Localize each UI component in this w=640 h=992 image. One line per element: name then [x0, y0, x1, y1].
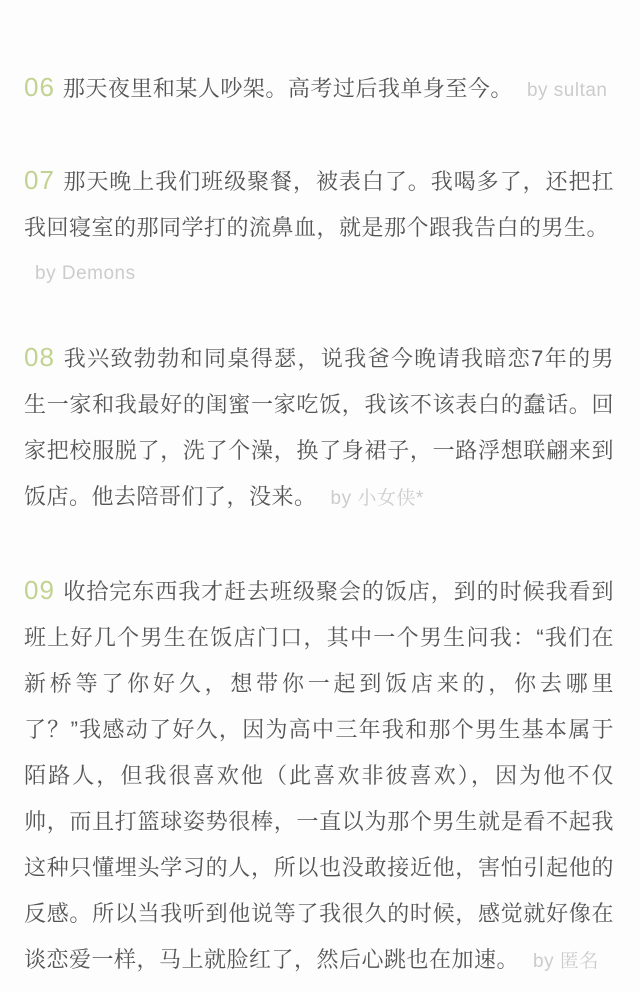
story-text: 我兴致勃勃和同桌得瑟，说我爸今晚请我暗恋7年的男生一家和我最好的闺蜜一家吃饭，我该不该表白的蠢话。回家把校服脱了，洗了个澡，换了身裙子，一路浮想联翩来到饭店。他去陪哥们了，没来。	[24, 346, 614, 509]
story-number: 09	[24, 575, 55, 605]
story-byline: by sultan	[526, 80, 608, 101]
story-text: 那天晚上我们班级聚餐，被表白了。我喝多了，还把扛我回寝室的那同学打的流鼻血，就是那个跟我告白的男生。	[24, 169, 614, 240]
story-byline: by Demons	[35, 263, 136, 284]
story-number: 07	[24, 165, 55, 195]
story-byline: by 匿名	[533, 951, 599, 972]
story-item	[24, 159, 614, 297]
story-item	[24, 66, 614, 114]
story-text: 收拾完东西我才赶去班级聚会的饭店，到的时候我看到班上好几个男生在饭店门口，其中一个男生问我：“我们在新桥等了你好久，想带你一起到饭店来的，你去哪里了？”我感动了好久，因为高中三年我和那个男生基本属于陌路人，但我很喜欢他（此喜欢非彼喜欢），因为他不仅帅，而且打篮球姿势很棒，一直以为那个男生就是看不起我这种只懂埋头学习的人，所以也没敢接近他，害怕引起他的反感。所以当我听到他说等了我很久的时候，感觉就好像在谈恋爱一样，马上就脸红了，然后心跳也在加速。	[24, 579, 614, 972]
story-item	[24, 569, 614, 985]
story-item	[24, 336, 614, 522]
story-number: 06	[24, 72, 55, 102]
story-byline: by 小女侠*	[330, 488, 424, 509]
story-number: 08	[24, 342, 55, 372]
story-text: 那天夜里和某人吵架。高考过后我单身至今。	[62, 76, 513, 101]
